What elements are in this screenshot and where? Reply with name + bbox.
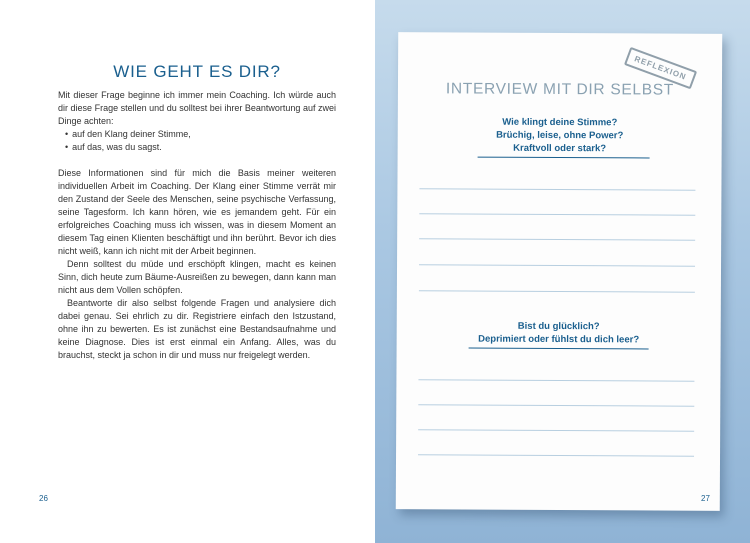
page-number-left: 26: [39, 494, 48, 503]
question-block-2: [397, 319, 721, 347]
intro-paragraph: Mit dieser Frage beginne ich immer mein Coaching. Ich würde auch dir diese Frage stellen und du solltest bei ihrer Beantwortung auf zwei Dinge achten:: [58, 90, 336, 126]
answer-line[interactable]: [419, 213, 695, 215]
answer-line[interactable]: [418, 379, 694, 381]
answer-line[interactable]: [419, 264, 695, 266]
answer-line[interactable]: [418, 404, 694, 406]
main-text-block: [58, 167, 336, 362]
worksheet-title: INTERVIEW MIT DIR SELBST: [445, 80, 675, 99]
question-block-1: [398, 115, 722, 156]
answer-line[interactable]: [419, 238, 695, 240]
page-heading: WIE GEHT ES DIR?: [113, 62, 281, 81]
bullet-list: [58, 128, 336, 154]
list-item: • auf den Klang deiner Stimme,: [65, 128, 336, 141]
answer-line[interactable]: [419, 188, 695, 190]
answer-line[interactable]: [419, 290, 695, 292]
list-item: • auf das, was du sagst.: [65, 141, 336, 154]
question-underline: [478, 157, 650, 159]
question-line: Brüchig, leise, ohne Power?: [496, 129, 624, 142]
body-paragraph: Beantworte dir also selbst folgende Fragen und analysiere dich dabei genau. Sei ehrlich zu dir. Registriere einfach den Istzustand, ohne ihn zu bewerten. Es ist zunächst eine Bestandsaufnahme und keine Diagnose. Dies ist erst einmal ein Anfang. Alles, was du brauchst, steckt ja schon in dir und muss nur freigelegt werden.: [58, 298, 336, 360]
question-line: Kraftvoll oder stark?: [513, 142, 607, 155]
reflexion-stamp: REFLEXION: [624, 47, 697, 89]
question-line: Bist du glücklich?: [517, 320, 600, 333]
worksheet-paper: [396, 32, 722, 511]
body-paragraph: Denn solltest du müde und erschöpft klingen, macht es keinen Sinn, dich heute zum Bäume-Ausreißen zu bewegen, dann kann man nicht aus dem Vollen schöpfen.: [58, 259, 336, 295]
question-line: Wie klingt deine Stimme?: [502, 116, 618, 129]
question-line: Deprimiert oder fühlst du dich leer?: [478, 333, 640, 346]
answer-line[interactable]: [418, 429, 694, 431]
page-number-right: 27: [701, 494, 710, 503]
question-underline: [469, 348, 649, 350]
intro-block: [58, 89, 336, 154]
answer-line[interactable]: [418, 454, 694, 456]
body-paragraph: Diese Informationen sind für mich die Basis meiner weiteren individuellen Arbeit im Coaching. Der Klang einer Stimme verrät mir den Zustand der Seele des Menschen, seine psychische Verfassung, seine Tagesform. Ich kann hören, wie es jemandem geht. Für ein erfolgreiches Coaching muss ich wissen, was in diesem Moment an diesem Tag einen Klienten beschäftigt und ihn berührt. Bevor ich dies nicht weiß, kann ich nicht mit der Arbeit beginnen.: [58, 168, 336, 256]
